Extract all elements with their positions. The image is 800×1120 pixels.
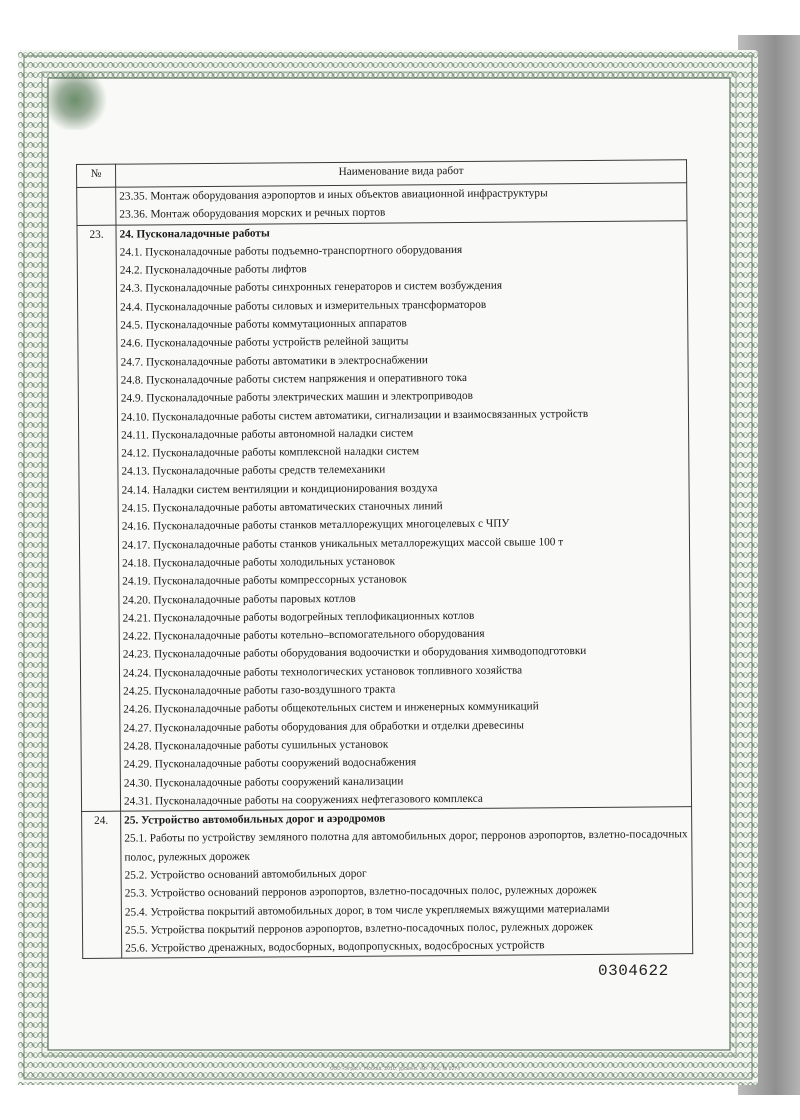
list-item: 24.14. Наладки систем вентиляции и кондиционирования воздуха: [121, 481, 438, 497]
list-item: 24.30. Пусконаладочные работы сооружений канализации: [123, 774, 404, 790]
list-item: 24.7. Пусконаладочные работы автоматики в электроснабжении: [120, 353, 428, 369]
list-item: 24.25. Пусконаладочные работы газо-воздушного тракта: [123, 683, 396, 698]
list-item: 24.5. Пусконаладочные работы коммутационных аппаратов: [120, 317, 407, 332]
header-work-type: Наименование вида работ: [116, 160, 687, 187]
row-number-empty: [77, 187, 116, 225]
list-item: 24.20. Пусконаладочные работы паровых котлов: [122, 592, 356, 607]
ink-stain: [40, 70, 110, 130]
list-item: 24.16. Пусконаладочные работы станков металлорежущих многоцелевых с ЧПУ: [121, 517, 510, 533]
section-title: 24. Пусконаладочные работы: [119, 227, 270, 241]
list-item: 24.11. Пусконаладочные работы автономной наладки систем: [121, 427, 414, 442]
table-row-continuation: [77, 183, 687, 225]
list-item: 24.4. Пусконаладочные работы силовых и измерительных трансформаторов: [120, 298, 487, 314]
list-item: 24.8. Пусконаладочные работы систем напряжения и оперативного тока: [120, 371, 468, 387]
list-item: 24.21. Пусконаладочные работы водогрейных теплофикационных котлов: [122, 609, 475, 625]
printer-imprint: ООО «Эгрис». Москва. 2010. уровень «В». лиц. № 0274: [330, 1067, 461, 1072]
serial-number: 0304622: [598, 962, 669, 980]
list-item: 24.1. Пусконаладочные работы подъемно-транспортного оборудования: [119, 243, 463, 259]
list-item: 24.23. Пусконаладочные работы оборудования водоочистки и оборудования химводоподготовки: [122, 645, 587, 662]
list-item: 24.2. Пусконаладочные работы лифтов: [119, 263, 307, 277]
list-item: 24.26. Пусконаладочные работы общекотельных систем и инженерных коммуникаций: [123, 700, 539, 716]
table-row-section-24: [77, 220, 692, 811]
table-row-section-25: [82, 807, 693, 959]
list-item: 25.6. Устройство дренажных, водосборных, водопропускных, водосбросных устройств: [125, 939, 545, 955]
list-item: 25.4. Устройства покрытий автомобильных дорог, в том числе укрепляемых вяжущими материалами: [124, 902, 610, 919]
list-item: 24.6. Пусконаладочные работы устройств релейной защиты: [120, 335, 409, 351]
list-item: 24.17. Пусконаладочные работы станков уникальных металлорежущих массой свыше 100 т: [121, 535, 564, 552]
row-content: [121, 807, 693, 959]
list-item: 24.27. Пусконаладочные работы оборудования для обработки и отделки древесины: [123, 719, 525, 735]
list-item: 24.13. Пусконаладочные работы средств телемеханики: [121, 464, 386, 479]
list-item: 25.3. Устройство оснований перронов аэропортов, взлетно-посадочных полос, рулежных дорожек: [124, 884, 597, 900]
header-number: №: [77, 164, 116, 187]
list-item: 24.12. Пусконаладочные работы комплексной наладки систем: [121, 445, 420, 460]
list-item: 24.22. Пусконаладочные работы котельно–вспомогательного оборудования: [122, 627, 485, 643]
list-item: 24.29. Пусконаладочные работы сооружений водоснабжения: [123, 756, 417, 771]
list-item: 24.19. Пусконаладочные работы компрессорных установок: [122, 573, 407, 588]
work-types-table: [76, 159, 693, 959]
list-item: 24.15. Пусконаладочные работы автоматических станочных линий: [121, 500, 443, 515]
work-types-table-container: [76, 164, 687, 959]
row-content: [116, 183, 687, 225]
list-item: 24.28. Пусконаладочные работы сушильных установок: [123, 738, 389, 753]
list-item: 25.2. Устройство оснований автомобильных дорог: [124, 867, 367, 882]
list-item: 24.18. Пусконаладочные работы холодильных установок: [122, 555, 396, 570]
section-title: 25. Устройство автомобильных дорог и аэродромов: [124, 812, 386, 827]
list-item: 24.10. Пусконаладочные работы систем автоматики, сигнализации и взаимосвязанных устройств: [120, 407, 589, 424]
list-item: 24.9. Пусконаладочные работы электрических машин и электроприводов: [120, 390, 474, 405]
list-item: 24.3. Пусконаладочные работы синхронных генераторов и систем возбуждения: [119, 280, 503, 296]
list-item: 23.35. Монтаж оборудования аэропортов и иных объектов авиационной инфраструктуры: [119, 187, 548, 203]
row-content: [116, 220, 692, 811]
list-item: 25.5. Устройства покрытий перронов аэропортов, взлетно-посадочных полос, рулежных дорожек: [124, 920, 593, 937]
row-number: 24.: [82, 811, 122, 959]
list-item: 23.36. Монтаж оборудования морских и речных портов: [119, 206, 386, 221]
list-item: 25.1. Работы по устройству земляного полотна для автомобильных дорог, перронов аэропортов, взлетно-посадочных полос, рулежных дорожек: [124, 828, 688, 864]
list-item: 24.31. Пусконаладочные работы на сооружениях нефтегазового комплекса: [123, 792, 483, 808]
row-number: 23.: [77, 225, 121, 812]
list-item: 24.24. Пусконаладочные работы технологических установок топливного хозяйства: [122, 664, 523, 680]
